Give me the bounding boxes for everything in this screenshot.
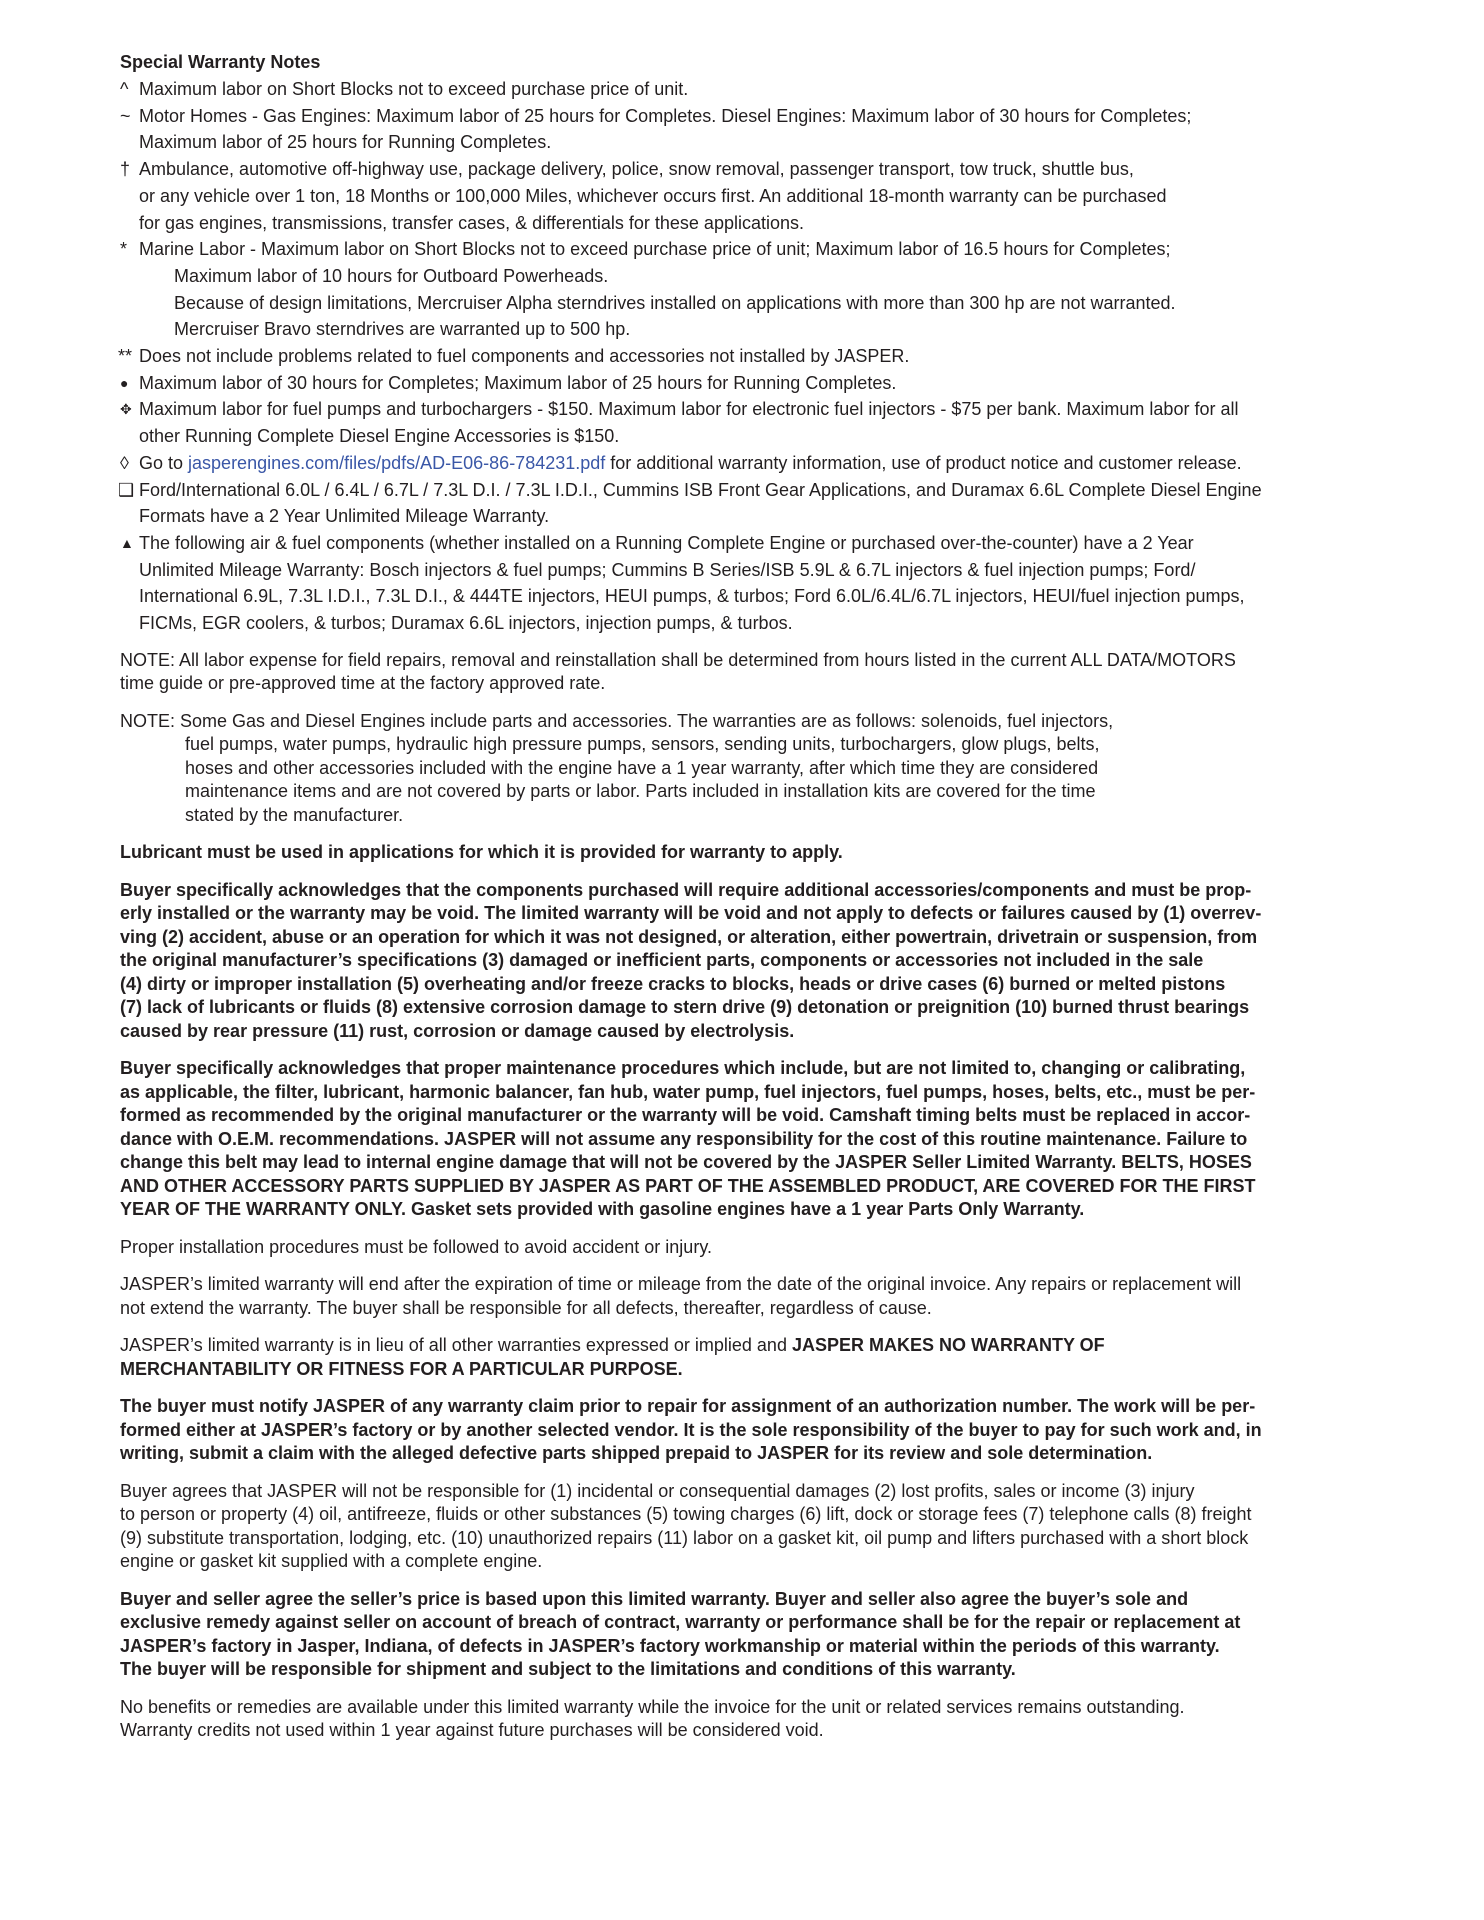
parts-accessories-note: NOTE: Some Gas and Diesel Engines include parts and accessories. The warranties are as follows: solenoids, fuel injectors, fuel pumps, water pumps, hydraulic high pressure pumps, sensors, sending units, turbochargers, glow plugs, belts, hoses and other accessories included with the engine have a 1 year warranty, after which time they are considered maintenance items and are not covered by parts or labor. Parts included in installation kits are covered for the time stated by the manufacturer. [120,710,1114,825]
notify-paragraph: The buyer must notify JASPER of any warranty claim prior to repair for assignment of an authorization number. The work will be per- formed either at JASPER’s factory or by another selected vendor. It is the sole responsibility of the buyer to pay for such work and, in writing, submit a claim with the alleged defective parts shipped prepaid to JASPER for its review and sole determination. [120,1396,1262,1464]
bullet-symbol-icon: ● [120,374,129,391]
components-acknowledgement: Buyer specifically acknowledges that the components purchased will require additional accessories/components and must be prop- erly installed or the warranty may be void. The limited warranty will be void and not apply to defects or failures caused by (1) overrev- ving (2) accident, abuse or an operation for which it was not designed, or alteration, either powertrain, drivetrain or suspension, from the original manufacturer’s specifications (3) damaged or inefficient parts, components or accessories not included in the sale (4) dirty or improper installation (5) overheating and/or freeze cracks to blocks, heads or drive cases (6) burned or melted pistons (7) lack of lubricants or fluids (8) extensive corrosion damage to stern drive (9) detonation or preignition (10) burned thrust bearings caused by rear pressure (11) rust, corrosion or damage caused by electrolysis. [120,879,1262,1041]
price-paragraph: Buyer and seller agree the seller’s price is based upon this limited warranty. Buyer and seller also agree the buyer’s sole and exclusive remedy against seller on account of breach of contract, warranty or performance shall be for the repair or replacement at JASPER’s factory in Jasper, Indiana, of defects in JASPER’s factory workmanship or material within the periods of this warranty. The buyer will be responsible for shipment and subject to the limitations and conditions of this warranty. [120,1588,1241,1680]
expiration-paragraph: JASPER’s limited warranty will end after the expiration of time or mileage from the date of the original invoice. Any repairs or replacement will not extend the warranty. The buyer shall be responsible for all defects, thereafter, regardless of cause. [120,1274,1242,1318]
note-double-asterisk: ** Does not include problems related to fuel components and accessories not installed by JASPER. [120,343,1370,370]
box-symbol-icon: ❑ [118,479,135,500]
no-benefits-paragraph: No benefits or remedies are available under this limited warranty while the invoice for the unit or related services remains outstanding. Warranty credits not used within 1 year against future purchases will be considered void. [120,1696,1185,1741]
note-triangle: ▲ The following air & fuel components (whether installed on a Running Complete Engine or purchased over-the-counter) have a 2 Year Unlimited Mileage Warranty: Bosch injectors & fuel pumps; Cummins B Series/ISB 5.9L & 6.7L injectors & fuel injection pumps; Ford/ International 6.9L, 7.3L I.D.I., 7.3L D.I., & 444TE injectors, HEUI pumps, & turbos; Ford 6.0L/6.4L/6.7L injectors, HEUI/fuel injection pumps, FICMs, EGR coolers, & turbos; Duramax 6.6L injectors, injection pumps, & turbos. [120,530,1370,637]
note-caret: ^ Maximum labor on Short Blocks not to exceed purchase price of unit. [120,76,1370,103]
cross-symbol-icon: ✥ [120,401,132,418]
diamond-symbol-icon: ◊ [120,452,129,473]
note-tilde: ~ Motor Homes - Gas Engines: Maximum labor of 25 hours for Completes. Diesel Engines: Maximum labor of 30 hours for Completes; Maximum labor of 25 hours for Running Completes. [120,103,1370,156]
note-fuel-pumps: ✥ Maximum labor for fuel pumps and turbochargers - $150. Maximum labor for electronic fuel injectors - $75 per bank. Maximum labor for all other Running Complete Diesel Engine Accessories is $150. [120,396,1370,449]
note-link: ◊ Go to jasperengines.com/files/pdfs/AD-E06-86-784231.pdf for additional warranty information, use of product notice and customer release. [120,450,1370,477]
double-asterisk-symbol-icon: ** [118,346,133,367]
dagger-symbol-icon: † [120,159,131,180]
warranty-pdf-link[interactable]: jasperengines.com/files/pdfs/AD-E06-86-784231.pdf [188,452,606,473]
note-marine-labor: * Marine Labor - Maximum labor on Short Blocks not to exceed purchase price of unit; Maximum labor of 16.5 hours for Completes; Maximum labor of 10 hours for Outboard Powerheads. Because of design limitations, Mercruiser Alpha sterndrives installed on applications with more than 300 hp are not warranted. Mercruiser Bravo sterndrives are warranted up to 500 hp. [120,236,1370,343]
note-bullet: ● Maximum labor of 30 hours for Completes; Maximum labor of 25 hours for Running Completes. [120,370,1370,397]
lubricant-paragraph: Lubricant must be used in applications for which it is provided for warranty to apply. [120,842,843,863]
labor-expense-note: NOTE: All labor expense for field repairs, removal and reinstallation shall be determined from hours listed in the current ALL DATA/MOTORS time guide or pre-approved time at the factory approved rate. [120,649,1236,694]
asterisk-symbol-icon: * [120,239,128,260]
not-responsible-paragraph: Buyer agrees that JASPER will not be responsible for (1) incidental or consequential damages (2) lost profits, sales or income (3) injury to person or property (4) oil, antifreeze, fluids or other substances (5) towing charges (6) lift, dock or storage fees (7) telephone calls (8) freight (9) substitute transportation, lodging, etc. (10) unauthorized repairs (11) labor on a gasket kit, oil pump and lifters purchased with a short block engine or gasket kit supplied with a complete engine. [120,1480,1252,1572]
triangle-symbol-icon: ▲ [120,534,134,551]
warranty-document [120,50,1370,1743]
installation-paragraph: Proper installation procedures must be followed to avoid accident or injury. [120,1236,712,1257]
caret-symbol-icon: ^ [120,79,129,99]
tilde-symbol-icon: ~ [120,105,131,126]
maintenance-acknowledgement: Buyer specifically acknowledges that proper maintenance procedures which include, but are not limited to, changing or calibrating, as applicable, the filter, lubricant, harmonic balancer, fan hub, water pump, fuel injectors, fuel pumps, hoses, belts, etc., must be per- formed as recommended by the original manufacturer or the warranty will be void. Camshaft timing belts must be replaced in accor- dance with O.E.M. recommendations. JASPER will not assume any responsibility for the cost of this routine maintenance. Failure to change this belt may lead to internal engine damage that will not be covered by the JASPER Seller Limited Warranty. BELTS, HOSES AND OTHER ACCESSORY PARTS SUPPLIED BY JASPER AS PART OF THE ASSEMBLED PRODUCT, ARE COVERED FOR THE FIRST YEAR OF THE WARRANTY ONLY. Gasket sets provided with gasoline engines have a 1 year Parts Only Warranty. [120,1058,1256,1220]
section-title: Special Warranty Notes [120,52,321,72]
lieu-paragraph: JASPER’s limited warranty is in lieu of all other warranties expressed or implied and JASPER MAKES NO WARRANTY OF MERCHANTABILITY OR FITNESS FOR A PARTICULAR PURPOSE. [120,1335,1105,1379]
note-box: ❑ Ford/International 6.0L / 6.4L / 6.7L / 7.3L D.I. / 7.3L I.D.I., Cummins ISB Front Gear Applications, and Duramax 6.6L Complete Diesel Engine Formats have a 2 Year Unlimited Mileage Warranty. [120,477,1370,530]
note-dagger: † Ambulance, automotive off-highway use, package delivery, police, snow removal, passenger transport, tow truck, shuttle bus, or any vehicle over 1 ton, 18 Months or 100,000 Miles, whichever occurs first. An additional 18-month warranty can be purchased for gas engines, transmissions, transfer cases, & differentials for these applications. [120,156,1370,236]
